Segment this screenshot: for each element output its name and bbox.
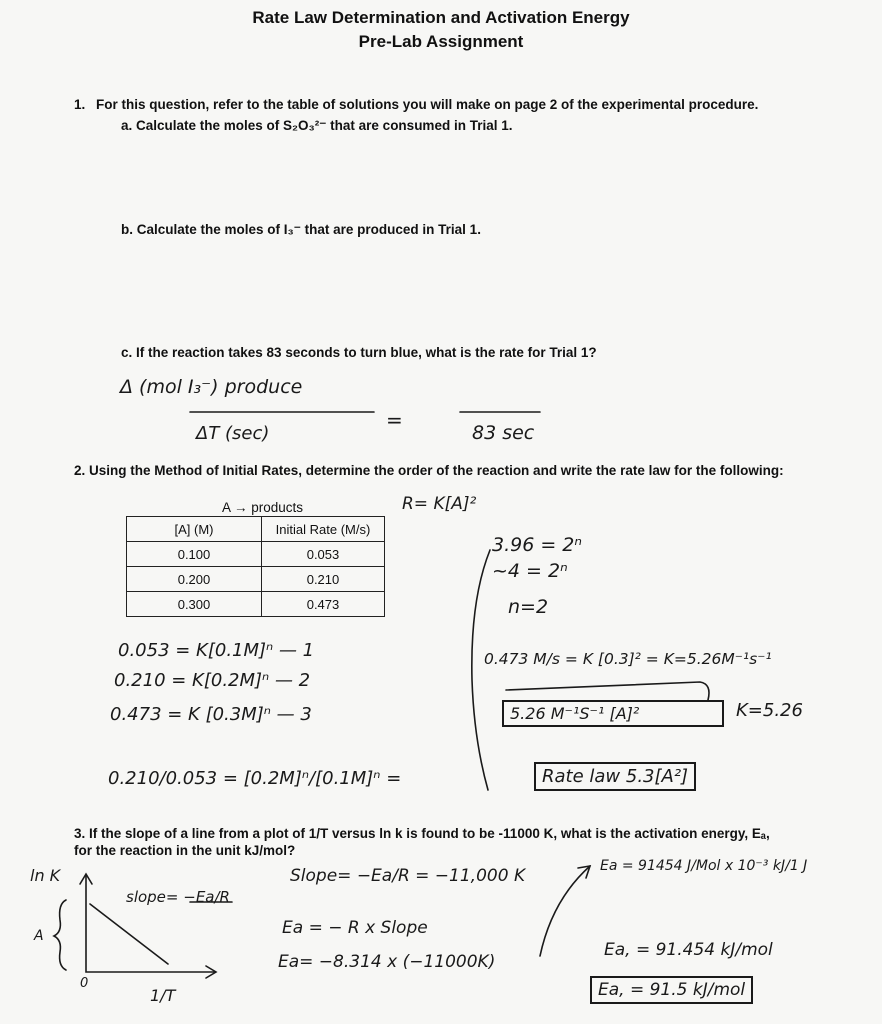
plot-line [90,904,168,964]
q1b-text: b. Calculate the moles of I₃⁻ that are produced in Trial 1. [121,222,481,237]
hw-origin: 0 [80,976,89,991]
q2-reaction: A → products [222,500,304,515]
hw-k-value: K=5.26 [736,700,803,721]
q1-text: For this question, refer to the table of solutions you will make on page 2 of the experimental procedure. [96,97,759,112]
hw-rate-denominator: ΔT (sec) [196,423,270,444]
table-cell: 0.473 [262,592,385,617]
hw-order: n=2 [508,596,549,618]
table-cell: 0.053 [262,542,385,567]
table-cell: 0.200 [127,567,262,592]
hw-axis-invT: 1/T [150,986,176,1005]
hw-ea-final-box: Ea, = 91.5 kJ/mol [590,976,753,1004]
hw-ea-conversion: Ea = 91454 J/Mol x 10⁻³ kJ/1 J [600,858,808,874]
hw-k-calc: 0.473 M/s = K [0.3]² = K=5.26M⁻¹s⁻¹ [484,650,772,668]
hw-final-rate-law: Rate law 5.3[A²] [534,762,696,791]
hw-ratio-eq: 0.210/0.053 = [0.2M]ⁿ/[0.1M]ⁿ = [108,768,402,789]
hw-arrow-q3 [540,866,590,956]
plot-y-axis [86,876,214,972]
table-cell: 0.300 [127,592,262,617]
hw-bracket [472,550,490,790]
hw-ea-substitution: Ea= −8.314 x (−11000K) [278,952,496,972]
plot-brace [54,900,66,970]
table-header: Initial Rate (M/s) [262,517,385,542]
hw-arrow-line [506,682,709,700]
hw-rate-law-guess: R= K[A]² [402,494,477,514]
hw-ratio-power: 3.96 = 2ⁿ [492,534,582,556]
hw-eq-3: 0.473 = K [0.3M]ⁿ — 3 [110,704,312,725]
q2-text: 2. Using the Method of Initial Rates, determine the order of the reaction and write the rate law for the following: [74,463,784,478]
q1a-text: a. Calculate the moles of S₂O₃²⁻ that are consumed in Trial 1. [121,118,513,133]
hw-approx-power: ~4 = 2ⁿ [492,560,568,582]
q3-text-2: for the reaction in the unit kJ/mol? [74,843,296,858]
hw-rate-seconds: 83 sec [472,422,535,444]
q1c-text: c. If the reaction takes 83 seconds to turn blue, what is the rate for Trial 1? [121,345,597,360]
page-subtitle: Pre-Lab Assignment [358,32,524,51]
hw-eq-2: 0.210 = K[0.2M]ⁿ — 2 [114,670,311,691]
q3-text: 3. If the slope of a line from a plot of 1/T versus ln k is found to be -11000 K, what is the activation energy, Eₐ, [74,826,770,841]
hw-intercept-A: A [34,928,44,944]
hw-eq-1: 0.053 = K[0.1M]ⁿ — 1 [118,640,315,661]
hw-rate-law-box: 5.26 M⁻¹S⁻¹ [A]² [502,700,724,727]
hw-ea-result: Ea, = 91.454 kJ/mol [604,940,773,960]
hw-rate-equals: = [386,408,403,432]
table-cell: 0.100 [127,542,262,567]
hw-rate-numerator: Δ (mol I₃⁻) produce [120,376,303,398]
table-header: [A] (M) [127,517,262,542]
hw-slope-label: slope= −Ea/R [126,888,230,906]
table-cell: 0.210 [262,567,385,592]
hw-axis-lnk: ln K [30,866,61,885]
hw-slope-eq: Slope= −Ea/R = −11,000 K [290,866,526,886]
page-title: Rate Law Determination and Activation Energy [252,8,630,27]
hw-ea-formula: Ea = − R x Slope [282,918,428,938]
q1-number: 1. [74,97,86,112]
